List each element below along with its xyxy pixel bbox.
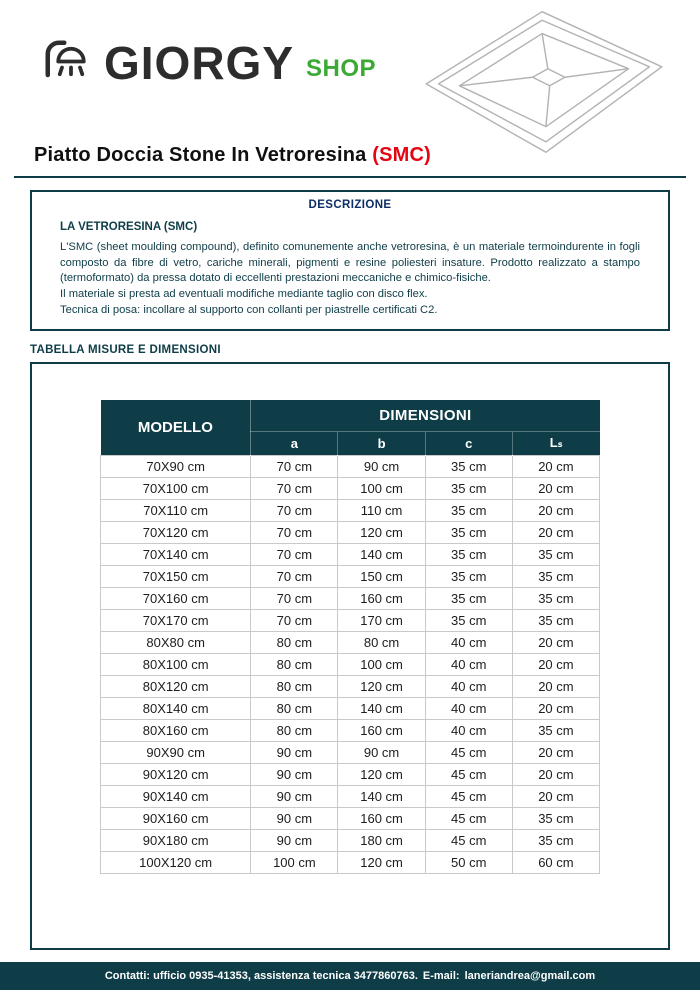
dimension-cell: 160 cm <box>338 719 425 741</box>
dimension-cell: 80 cm <box>251 675 338 697</box>
dimension-cell: 20 cm <box>512 697 599 719</box>
model-cell: 80X80 cm <box>101 631 251 653</box>
dimension-cell: 90 cm <box>251 807 338 829</box>
dimension-cell: 35 cm <box>425 587 512 609</box>
table-row <box>101 785 600 807</box>
description-box-title: DESCRIZIONE <box>308 199 392 211</box>
dimension-cell: 35 cm <box>425 499 512 521</box>
dimension-cell: 140 cm <box>338 785 425 807</box>
brand-suffix: SHOP <box>306 55 377 82</box>
dimension-cell: 120 cm <box>338 851 425 873</box>
dimension-cell: 70 cm <box>251 477 338 499</box>
dimension-column-header: a <box>251 431 338 455</box>
table-row <box>101 565 600 587</box>
table-row <box>101 631 600 653</box>
model-cell: 70X100 cm <box>101 477 251 499</box>
dimension-cell: 100 cm <box>338 653 425 675</box>
footer-contacts: Contatti: ufficio 0935-41353, assistenza tecnica 3477860763. <box>104 970 418 982</box>
dimension-cell: 160 cm <box>338 807 425 829</box>
dimension-cell: 35 cm <box>425 543 512 565</box>
model-cell: 70X120 cm <box>101 521 251 543</box>
dimension-cell: 35 cm <box>425 609 512 631</box>
table-row <box>101 763 600 785</box>
dimension-cell: 20 cm <box>512 785 599 807</box>
column-header-dimensioni: DIMENSIONI <box>251 400 600 431</box>
dimension-cell: 150 cm <box>338 565 425 587</box>
dimension-cell: 35 cm <box>425 521 512 543</box>
shower-icon <box>38 28 92 86</box>
table-row <box>101 543 600 565</box>
table-row <box>101 675 600 697</box>
brand-logo <box>38 28 377 89</box>
table-row <box>101 521 600 543</box>
model-cell: 90X90 cm <box>101 741 251 763</box>
dimension-cell: 35 cm <box>425 477 512 499</box>
model-cell: 70X110 cm <box>101 499 251 521</box>
model-cell: 80X100 cm <box>101 653 251 675</box>
dimension-cell: 35 cm <box>512 719 599 741</box>
dimension-cell: 40 cm <box>425 653 512 675</box>
footer-email-link[interactable]: laneriandrea@gmail.com <box>464 970 596 982</box>
description-paragraph: L'SMC (sheet moulding compound), definito comunemente anche vetroresina, è un materiale termoindurente in fogli composto da fibre di vetro, cariche minerali, pigmenti e resine poliesteri insature. Prodotto realizzato a stampo (termoformato) da pressa dotato di eccellenti prestazioni meccaniche e chimico-fisiche. <box>60 241 640 285</box>
dimension-cell: 45 cm <box>425 741 512 763</box>
model-cell: 100X120 cm <box>101 851 251 873</box>
dimensions-table <box>100 400 600 874</box>
dimension-cell: 20 cm <box>512 455 599 477</box>
dimension-cell: 100 cm <box>338 477 425 499</box>
dimension-cell: 20 cm <box>512 499 599 521</box>
model-cell: 90X160 cm <box>101 807 251 829</box>
dimension-cell: 90 cm <box>338 741 425 763</box>
model-cell: 90X120 cm <box>101 763 251 785</box>
dimension-cell: 120 cm <box>338 675 425 697</box>
dimension-cell: 80 cm <box>251 719 338 741</box>
table-row <box>101 741 600 763</box>
dimension-cell: 45 cm <box>425 829 512 851</box>
footer-email-label: E-mail: <box>422 970 460 982</box>
table-row <box>101 719 600 741</box>
dimension-cell: 60 cm <box>512 851 599 873</box>
dimension-cell: 35 cm <box>512 565 599 587</box>
dimension-cell: 90 cm <box>338 455 425 477</box>
model-cell: 70X170 cm <box>101 609 251 631</box>
model-cell: 70X140 cm <box>101 543 251 565</box>
description-heading: LA VETRORESINA (SMC) <box>60 221 198 233</box>
dimension-cell: 70 cm <box>251 455 338 477</box>
dimension-cell: 35 cm <box>512 829 599 851</box>
dimension-cell: 45 cm <box>425 785 512 807</box>
dimension-cell: 35 cm <box>512 543 599 565</box>
dimension-cell: 70 cm <box>251 521 338 543</box>
model-cell: 80X140 cm <box>101 697 251 719</box>
dimension-cell: 20 cm <box>512 653 599 675</box>
dimension-cell: 70 cm <box>251 565 338 587</box>
table-body <box>101 455 600 873</box>
dimension-cell: 90 cm <box>251 829 338 851</box>
table-row <box>101 829 600 851</box>
table-row <box>101 499 600 521</box>
dimension-cell: 90 cm <box>251 785 338 807</box>
dimension-cell: 110 cm <box>338 499 425 521</box>
dimension-cell: 90 cm <box>251 763 338 785</box>
footer <box>0 962 700 990</box>
dimension-column-header: b <box>338 431 425 455</box>
dimension-cell: 80 cm <box>251 697 338 719</box>
model-cell: 70X90 cm <box>101 455 251 477</box>
dimension-cell: 40 cm <box>425 631 512 653</box>
dimension-cell: 80 cm <box>251 653 338 675</box>
dimension-cell: 35 cm <box>512 609 599 631</box>
description-box <box>30 190 670 331</box>
dimension-cell: 20 cm <box>512 631 599 653</box>
table-row <box>101 609 600 631</box>
dimension-cell: 120 cm <box>338 763 425 785</box>
description-paragraph: Tecnica di posa: incollare al supporto con collanti per piastrelle certificati C2. <box>60 303 438 316</box>
dimension-cell: 35 cm <box>425 565 512 587</box>
dimension-column-header: Lₛ <box>512 431 599 455</box>
dimension-cell: 100 cm <box>251 851 338 873</box>
model-cell: 80X120 cm <box>101 675 251 697</box>
model-cell: 90X140 cm <box>101 785 251 807</box>
dimension-cell: 45 cm <box>425 763 512 785</box>
dimension-cell: 20 cm <box>512 763 599 785</box>
header <box>0 0 700 140</box>
model-cell: 70X150 cm <box>101 565 251 587</box>
table-row <box>101 697 600 719</box>
table-header <box>101 400 600 455</box>
table-row <box>101 653 600 675</box>
dimension-cell: 50 cm <box>425 851 512 873</box>
dimension-cell: 20 cm <box>512 675 599 697</box>
dimension-cell: 40 cm <box>425 719 512 741</box>
dimension-cell: 20 cm <box>512 477 599 499</box>
description-paragraph: Il materiale si presta ad eventuali modifiche mediante taglio con disco flex. <box>60 288 428 301</box>
dimension-cell: 35 cm <box>512 587 599 609</box>
model-cell: 70X160 cm <box>101 587 251 609</box>
page-title-highlight: (SMC) <box>372 144 431 166</box>
table-row <box>101 455 600 477</box>
model-cell: 90X180 cm <box>101 829 251 851</box>
dimension-cell: 40 cm <box>425 675 512 697</box>
dimension-cell: 70 cm <box>251 609 338 631</box>
table-row <box>101 477 600 499</box>
table-section-label: TABELLA MISURE E DIMENSIONI <box>30 344 221 357</box>
dimension-cell: 90 cm <box>251 741 338 763</box>
dimension-cell: 70 cm <box>251 587 338 609</box>
column-header-modello: MODELLO <box>101 400 251 455</box>
dimension-cell: 70 cm <box>251 543 338 565</box>
shower-tray-illustration <box>420 6 668 163</box>
table-row <box>101 587 600 609</box>
dimension-cell: 140 cm <box>338 697 425 719</box>
dimension-cell: 40 cm <box>425 697 512 719</box>
title-divider <box>14 176 686 178</box>
table-row <box>101 851 600 873</box>
table-container <box>30 362 670 950</box>
dimension-cell: 180 cm <box>338 829 425 851</box>
dimension-cell: 170 cm <box>338 609 425 631</box>
dimension-cell: 120 cm <box>338 521 425 543</box>
dimension-cell: 35 cm <box>512 807 599 829</box>
model-cell: 80X160 cm <box>101 719 251 741</box>
dimension-cell: 80 cm <box>338 631 425 653</box>
dimension-cell: 70 cm <box>251 499 338 521</box>
table-row <box>101 807 600 829</box>
dimension-cell: 20 cm <box>512 741 599 763</box>
dimension-column-header: c <box>425 431 512 455</box>
dimension-cell: 80 cm <box>251 631 338 653</box>
dimension-cell: 160 cm <box>338 587 425 609</box>
dimension-cell: 35 cm <box>425 455 512 477</box>
page-title-text: Piatto Doccia Stone In Vetroresina <box>34 144 373 166</box>
dimension-cell: 140 cm <box>338 543 425 565</box>
brand-name: GIORGY <box>104 37 295 89</box>
dimension-cell: 45 cm <box>425 807 512 829</box>
dimension-cell: 20 cm <box>512 521 599 543</box>
